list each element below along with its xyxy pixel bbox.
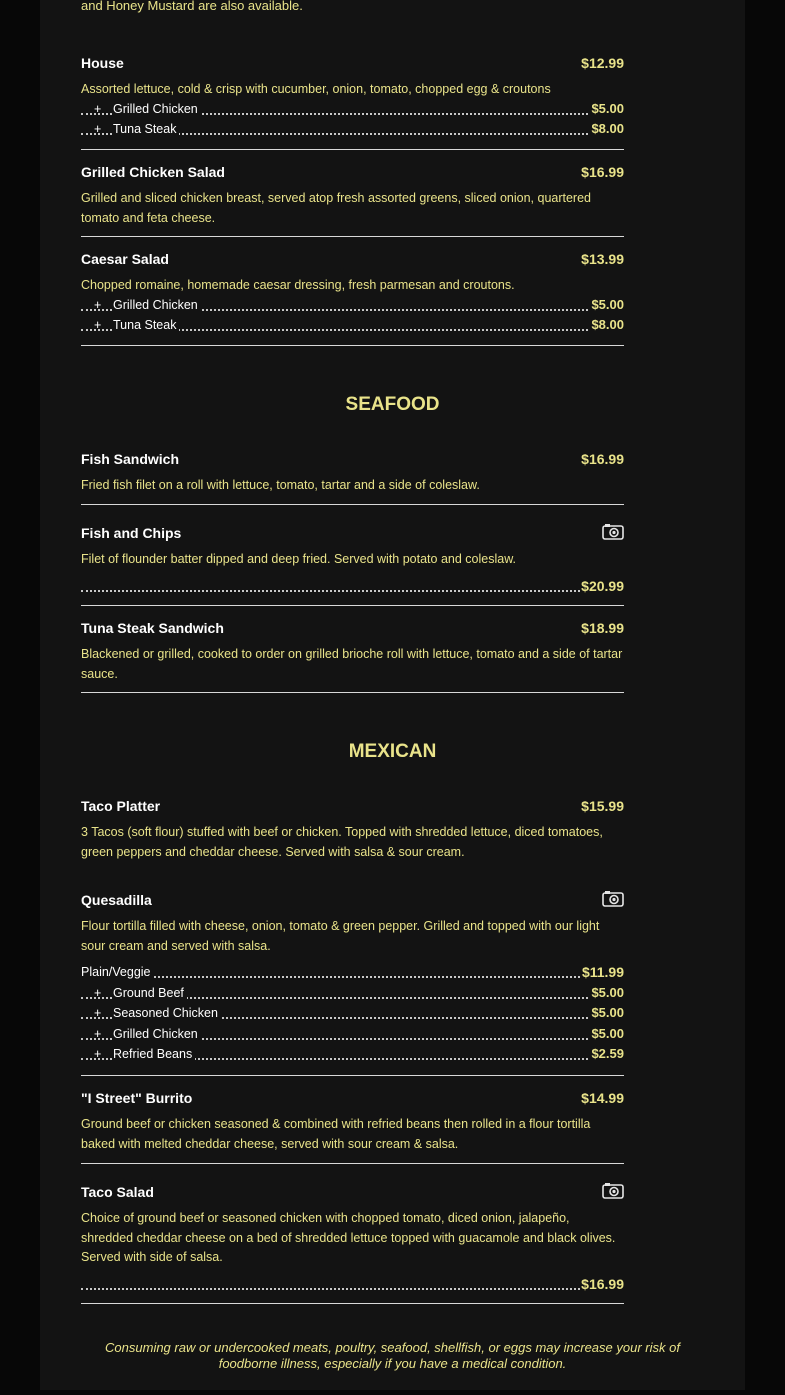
addon-label: Ground Beef xyxy=(113,986,187,1000)
divider xyxy=(81,149,624,150)
menu-item-grilled-chicken-salad xyxy=(81,164,624,228)
addon-row xyxy=(81,1046,624,1067)
addon-price: $2.59 xyxy=(591,1046,624,1061)
item-name: Fish Sandwich xyxy=(81,451,180,467)
item-description: Blackened or grilled, cooked to order on grilled brioche roll with lettuce, tomato and a side of tartar sauce. xyxy=(81,647,623,681)
camera-icon[interactable] xyxy=(602,1182,624,1199)
item-price: $14.99 xyxy=(581,1090,624,1106)
camera-icon[interactable] xyxy=(602,523,624,540)
item-name: House xyxy=(81,55,124,71)
item-description: 3 Tacos (soft flour) stuffed with beef or chicken. Topped with shredded lettuce, diced tomatoes, green peppers and cheddar cheese. Served with salsa & sour cream. xyxy=(81,825,603,859)
item-description: Assorted lettuce, cold & crisp with cucumber, onion, tomato, chopped egg & croutons xyxy=(81,82,551,96)
menu-item-caesar-salad xyxy=(81,251,624,338)
addon-price: $8.00 xyxy=(591,121,624,136)
menu-item-quesadilla xyxy=(81,892,624,1067)
addon-row xyxy=(81,101,624,122)
dot-leader xyxy=(81,590,624,592)
addon-label: Grilled Chicken xyxy=(113,102,201,116)
addon-price: $8.00 xyxy=(591,317,624,332)
addon-label: Grilled Chicken xyxy=(113,1027,201,1041)
item-name: Taco Salad xyxy=(81,1184,154,1200)
item-name: Quesadilla xyxy=(81,892,152,908)
item-price: $12.99 xyxy=(581,55,624,71)
addon-price: $5.00 xyxy=(591,1025,624,1041)
addon-label: Seasoned Chicken xyxy=(113,1006,221,1020)
plus-icon: + xyxy=(94,318,102,332)
divider xyxy=(81,1303,624,1304)
item-name: Tuna Steak Sandwich xyxy=(81,620,224,636)
item-name: "I Street" Burrito xyxy=(81,1090,193,1106)
item-name: Fish and Chips xyxy=(81,525,182,541)
item-description: Grilled and sliced chicken breast, served atop fresh assorted greens, sliced onion, quartered tomato and feta cheese. xyxy=(81,191,592,225)
item-description: Flour tortilla filled with cheese, onion, tomato & green pepper. Grilled and topped with our light sour cream and served with salsa. xyxy=(81,919,600,953)
menu-item-fish-sandwich xyxy=(81,451,624,496)
item-price: $11.99 xyxy=(581,964,624,980)
item-description: Choice of ground beef or seasoned chicken with chopped tomato, diced onion, jalapeño, shredded cheddar cheese on a bed of shredded lettuce topped with guacamole and black olives. Served with side of salsa. xyxy=(81,1211,616,1264)
item-price: $16.99 xyxy=(581,1275,624,1292)
base-price-row xyxy=(81,964,624,985)
item-description: Ground beef or chicken seasoned & combined with refried beans then rolled in a flour tortilla baked with melted cheddar cheese, served with sour cream & salsa. xyxy=(81,1117,591,1151)
menu-item-i-street-burrito xyxy=(81,1090,624,1154)
item-price: $16.99 xyxy=(581,164,624,180)
divider xyxy=(81,605,624,606)
addon-price: $5.00 xyxy=(591,296,624,312)
dot-leader xyxy=(81,976,624,978)
addon-label: Grilled Chicken xyxy=(113,298,201,312)
menu-item-fish-and-chips xyxy=(81,525,624,598)
section-title-mexican: MEXICAN xyxy=(348,741,437,762)
item-description: Filet of flounder batter dipped and deep fried. Served with potato and coleslaw. xyxy=(81,552,517,566)
divider xyxy=(81,345,624,346)
camera-icon[interactable] xyxy=(602,890,624,907)
addon-row xyxy=(81,1005,624,1026)
price-row xyxy=(81,1276,624,1296)
addon-row xyxy=(81,317,624,338)
addon-label: Plain/Veggie xyxy=(81,965,154,979)
plus-icon: + xyxy=(94,122,102,136)
addon-price: $5.00 xyxy=(591,984,624,1000)
divider xyxy=(81,1075,624,1076)
addon-label: Tuna Steak xyxy=(113,318,179,332)
menu-item-tuna-steak-sandwich xyxy=(81,620,624,684)
item-price: $18.99 xyxy=(581,620,624,636)
plus-icon: + xyxy=(94,297,102,312)
item-name: Grilled Chicken Salad xyxy=(81,164,225,180)
addon-row xyxy=(81,297,624,318)
divider xyxy=(81,1163,624,1164)
item-name: Caesar Salad xyxy=(81,251,169,267)
plus-icon: + xyxy=(94,985,102,1000)
divider xyxy=(81,692,624,693)
menu-item-taco-salad xyxy=(81,1184,624,1296)
price-row xyxy=(81,578,624,598)
menu-item-taco-platter xyxy=(81,798,624,862)
addon-label: Tuna Steak xyxy=(113,122,179,136)
addon-row xyxy=(81,121,624,142)
food-safety-disclaimer: Consuming raw or undercooked meats, poultry, seafood, shellfish, or eggs may increase your risk of foodborne illness, especially if you have a medical condition. xyxy=(105,1340,680,1371)
addon-price: $5.00 xyxy=(591,100,624,116)
plus-icon: + xyxy=(94,1047,102,1061)
item-description: Fried fish filet on a roll with lettuce, tomato, tartar and a side of coleslaw. xyxy=(81,478,480,492)
item-description: Chopped romaine, homemade caesar dressing, fresh parmesan and croutons. xyxy=(81,278,515,292)
plus-icon: + xyxy=(94,1006,102,1020)
plus-icon: + xyxy=(94,101,102,116)
addon-price: $5.00 xyxy=(591,1005,624,1020)
item-name: Taco Platter xyxy=(81,798,161,814)
divider xyxy=(81,236,624,237)
dot-leader xyxy=(81,1288,624,1290)
plus-icon: + xyxy=(94,1026,102,1041)
section-title-seafood: SEAFOOD xyxy=(345,394,440,415)
intro-text: and Honey Mustard are also available. xyxy=(81,0,303,13)
item-price: $13.99 xyxy=(581,251,624,267)
addon-row xyxy=(81,985,624,1006)
item-price: $15.99 xyxy=(581,798,624,814)
addon-label: Refried Beans xyxy=(113,1047,195,1061)
divider xyxy=(81,504,624,505)
item-price: $16.99 xyxy=(581,451,624,467)
addon-row xyxy=(81,1026,624,1047)
item-price: $20.99 xyxy=(581,577,624,594)
menu-item-house xyxy=(81,55,624,142)
